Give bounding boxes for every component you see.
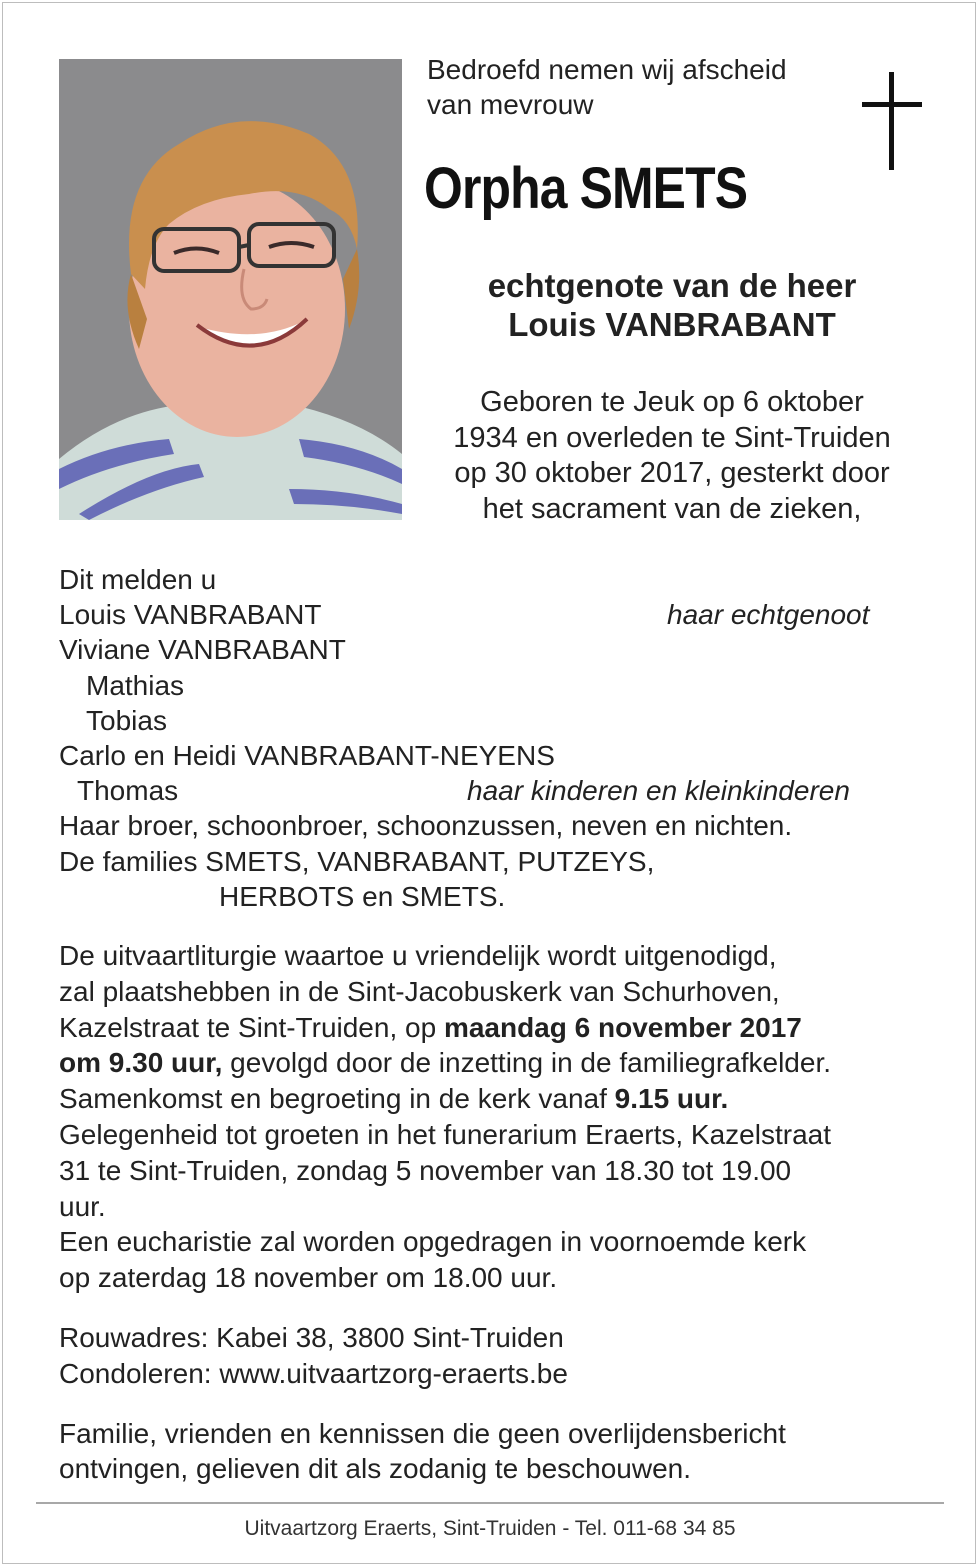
funeral-line-5: Samenkomst en begroeting in de kerk vanaf 9.15 uur. [59, 1083, 729, 1115]
grandchild-1: Mathias [86, 669, 185, 701]
spouse-line-1: echtgenote van de heer [487, 267, 857, 304]
children-role: haar kinderen en kleinkinderen [467, 775, 850, 807]
grandchild-2: Tobias [86, 704, 167, 736]
funeral-line-9: Een eucharistie zal worden opgedragen in voornoemde kerk [59, 1226, 807, 1258]
funeral-line-7: 31 te Sint-Truiden, zondag 5 november van 18.30 tot 19.00 [59, 1154, 792, 1186]
husband-role: haar echtgenoot [667, 599, 870, 631]
funeral-time: om 9.30 uur, [59, 1047, 223, 1079]
portrait-photo [59, 59, 402, 520]
gathering-time: 9.15 uur. [614, 1083, 729, 1115]
funeral-line-10: op zaterdag 18 november om 18.00 uur. [59, 1262, 558, 1294]
spouse-line-2: Louis VANBRABANT [508, 306, 836, 343]
husband-name: Louis VANBRABANT [59, 599, 322, 631]
funeral-date: maandag 6 november 2017 [443, 1011, 802, 1043]
family-row-husband [59, 597, 939, 632]
funeral-line-1: De uitvaartliturgie waartoe u vriendelijk wordt uitgenodigd, [59, 940, 777, 971]
funeral-line-3: Kazelstraat te Sint-Truiden, op maandag 6 november 2017 [59, 1011, 802, 1043]
born-line-4: het sacrament van de zieken, [482, 492, 862, 525]
born-line-2: 1934 en overleden te Sint-Truiden [453, 421, 891, 454]
footer-divider [36, 1502, 944, 1504]
funeral-line-2: zal plaatshebben in de Sint-Jacobuskerk van Schurhoven, [59, 975, 780, 1007]
condolence-website[interactable]: Condoleren: www.uitvaartzorg-eraerts.be [59, 1357, 568, 1389]
grandchild-3: Thomas [77, 775, 179, 807]
born-line-1: Geboren te Jeuk op 6 oktober [480, 386, 864, 418]
family-row-grandchild-3 [59, 773, 939, 808]
mourning-address: Rouwadres: Kabei 38, 3800 Sint-Truiden [59, 1321, 564, 1353]
closing-line-1: Familie, vrienden en kennissen die geen overlijdensbericht [59, 1417, 786, 1449]
funeral-line-4: om 9.30 uur, gevolgd door de inzetting in de familiegrafkelder. [59, 1047, 832, 1079]
child-1: Viviane VANBRABANT [59, 634, 346, 666]
birth-death-info [422, 385, 922, 527]
portrait-illustration [59, 59, 402, 520]
funeral-info [59, 938, 939, 1487]
funeral-line-6: Gelegenheid tot groeten in het funerarium Eraerts, Kazelstraat [59, 1118, 831, 1150]
funeral-line-8: uur. [59, 1190, 106, 1222]
families-line-1: De families SMETS, VANBRABANT, PUTZEYS, [59, 845, 655, 877]
family-intro: Dit melden u [59, 564, 217, 595]
latin-cross-icon [862, 72, 924, 172]
spouse-info [422, 266, 922, 344]
deceased-name: Orpha SMETS [424, 156, 748, 221]
born-line-3: op 30 oktober 2017, gesterkt door [454, 457, 890, 489]
footer-text: Uitvaartzorg Eraerts, Sint-Truiden - Tel. 011-68 34 85 [244, 1517, 736, 1540]
siblings: Haar broer, schoonbroer, schoonzussen, neven en nichten. [59, 810, 793, 842]
families-line-2: HERBOTS en SMETS. [219, 880, 506, 912]
family-list [59, 562, 939, 914]
intro-text [427, 52, 847, 122]
intro-line-1: Bedroefd nemen wij afscheid [427, 54, 787, 85]
child-2: Carlo en Heidi VANBRABANT-NEYENS [59, 739, 555, 771]
intro-line-2: van mevrouw [427, 89, 594, 120]
closing-line-2: ontvingen, gelieven dit als zodanig te beschouwen. [59, 1453, 691, 1485]
